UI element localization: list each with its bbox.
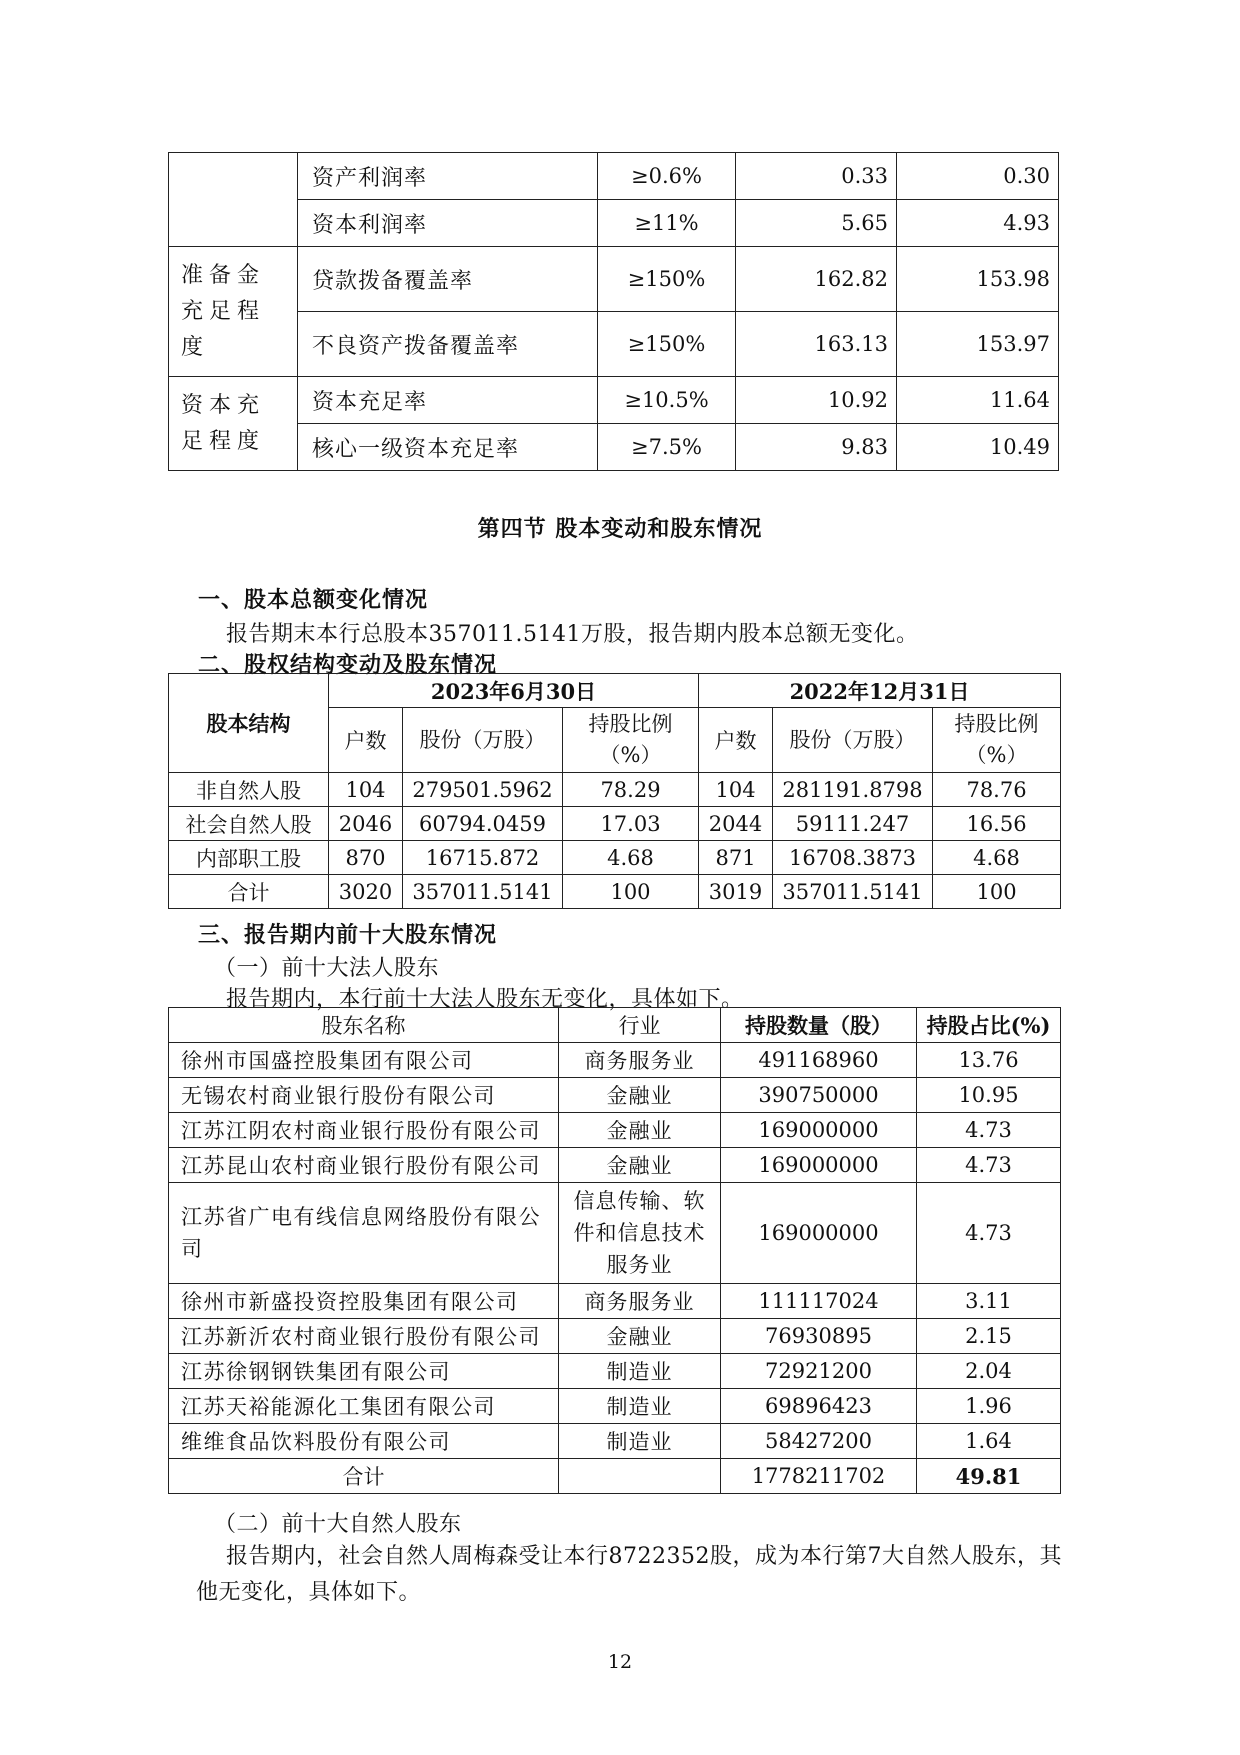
category-cell: 准备金充足程度 — [169, 247, 298, 377]
share-percent: 1.96 — [917, 1389, 1061, 1424]
cell: 871 — [699, 841, 773, 875]
shareholder-name: 江苏徐钢钢铁集团有限公司 — [169, 1354, 559, 1389]
cell: 870 — [329, 841, 403, 875]
indicator-standard: ≥10.5% — [598, 377, 736, 424]
indicator-name: 贷款拨备覆盖率 — [298, 247, 598, 312]
cell: 16708.3873 — [773, 841, 933, 875]
column-header: 持股比例（%） — [933, 708, 1061, 773]
cell: 3019 — [699, 875, 773, 909]
indicator-value-1: 10.92 — [736, 377, 897, 424]
cell: 104 — [699, 773, 773, 807]
table-header-row — [169, 1008, 1061, 1043]
table-row — [169, 1113, 1061, 1148]
row-label: 合计 — [169, 875, 329, 909]
column-header: 股份（万股） — [773, 708, 933, 773]
share-percent: 2.15 — [917, 1319, 1061, 1354]
table-row — [169, 1389, 1061, 1424]
column-header: 股东名称 — [169, 1008, 559, 1043]
industry: 金融业 — [559, 1319, 721, 1354]
indicator-name: 资产利润率 — [298, 153, 598, 200]
table-row — [169, 1424, 1061, 1459]
indicator-value-2: 153.97 — [897, 312, 1059, 377]
industry: 商务服务业 — [559, 1043, 721, 1078]
total-percent: 49.81 — [917, 1459, 1061, 1494]
shareholder-name: 江苏省广电有线信息网络股份有限公司 — [169, 1183, 559, 1284]
table-row — [169, 1148, 1061, 1183]
industry: 制造业 — [559, 1354, 721, 1389]
share-quantity: 76930895 — [721, 1319, 917, 1354]
column-header: 2023年6月30日 — [329, 674, 699, 708]
share-structure-table — [168, 673, 1061, 909]
row-label: 社会自然人股 — [169, 807, 329, 841]
paragraph: 报告期内，本行前十大法人股东无变化，具体如下。 — [226, 987, 744, 1012]
cell: 2046 — [329, 807, 403, 841]
table-row — [169, 153, 1059, 200]
cell: 357011.5141 — [403, 875, 563, 909]
row-label: 非自然人股 — [169, 773, 329, 807]
cell: 59111.247 — [773, 807, 933, 841]
table-row — [169, 1319, 1061, 1354]
industry: 制造业 — [559, 1424, 721, 1459]
table-row — [169, 1354, 1061, 1389]
shareholder-name: 江苏江阴农村商业银行股份有限公司 — [169, 1113, 559, 1148]
indicator-value-1: 163.13 — [736, 312, 897, 377]
cell: 281191.8798 — [773, 773, 933, 807]
cell: 16715.872 — [403, 841, 563, 875]
paragraph: 报告期末本行总股本357011.5141万股，报告期内股本总额无变化。 — [226, 622, 919, 647]
indicator-value-1: 9.83 — [736, 424, 897, 471]
subsection-heading: （一）前十大法人股东 — [214, 956, 440, 981]
table-row — [169, 247, 1059, 312]
industry: 金融业 — [559, 1148, 721, 1183]
share-quantity: 390750000 — [721, 1078, 917, 1113]
indicator-value-2: 10.49 — [897, 424, 1059, 471]
share-percent: 13.76 — [917, 1043, 1061, 1078]
shareholder-name: 江苏新沂农村商业银行股份有限公司 — [169, 1319, 559, 1354]
share-quantity: 111117024 — [721, 1284, 917, 1319]
cell: 60794.0459 — [403, 807, 563, 841]
column-header: 户数 — [329, 708, 403, 773]
column-header: 行业 — [559, 1008, 721, 1043]
indicator-standard: ≥7.5% — [598, 424, 736, 471]
industry: 制造业 — [559, 1389, 721, 1424]
section-heading: 三、报告期内前十大股东情况 — [198, 922, 498, 948]
share-quantity: 69896423 — [721, 1389, 917, 1424]
cell: 16.56 — [933, 807, 1061, 841]
cell: 279501.5962 — [403, 773, 563, 807]
indicator-value-1: 0.33 — [736, 153, 897, 200]
table-total-row — [169, 1459, 1061, 1494]
column-header: 持股比例（%） — [563, 708, 699, 773]
industry: 信息传输、软件和信息技术服务业 — [559, 1183, 721, 1284]
cell: 100 — [933, 875, 1061, 909]
row-label: 内部职工股 — [169, 841, 329, 875]
cell: 104 — [329, 773, 403, 807]
table-row — [169, 200, 1059, 247]
column-header: 持股数量（股） — [721, 1008, 917, 1043]
share-quantity: 169000000 — [721, 1183, 917, 1284]
indicator-value-2: 4.93 — [897, 200, 1059, 247]
share-percent: 4.73 — [917, 1113, 1061, 1148]
cell: 2044 — [699, 807, 773, 841]
indicator-value-2: 11.64 — [897, 377, 1059, 424]
table-row — [169, 1078, 1061, 1113]
table-header-row — [169, 674, 1061, 708]
share-quantity: 491168960 — [721, 1043, 917, 1078]
column-header: 户数 — [699, 708, 773, 773]
paragraph: 报告期内，社会自然人周梅森受让本行8722352股，成为本行第7大自然人股东，其他无变化，具体如下。 — [196, 1544, 1062, 1605]
share-percent: 3.11 — [917, 1284, 1061, 1319]
section-title: 第四节 股本变动和股东情况 — [477, 516, 763, 542]
page-number: 12 — [607, 1651, 633, 1673]
indicator-name: 核心一级资本充足率 — [298, 424, 598, 471]
shareholder-name: 江苏昆山农村商业银行股份有限公司 — [169, 1148, 559, 1183]
industry: 商务服务业 — [559, 1284, 721, 1319]
share-percent: 1.64 — [917, 1424, 1061, 1459]
indicator-name: 不良资产拨备覆盖率 — [298, 312, 598, 377]
total-quantity: 1778211702 — [721, 1459, 917, 1494]
table-row — [169, 1284, 1061, 1319]
indicator-name: 资本充足率 — [298, 377, 598, 424]
cell: 78.76 — [933, 773, 1061, 807]
table-row — [169, 1043, 1061, 1078]
share-quantity: 58427200 — [721, 1424, 917, 1459]
share-percent: 4.73 — [917, 1183, 1061, 1284]
table-row — [169, 1183, 1061, 1284]
section-heading: 二、股权结构变动及股东情况 — [198, 652, 498, 678]
share-quantity: 72921200 — [721, 1354, 917, 1389]
category-cell: 资本充足程度 — [169, 377, 298, 471]
indicator-value-2: 0.30 — [897, 153, 1059, 200]
table-row — [169, 377, 1059, 424]
share-quantity: 169000000 — [721, 1148, 917, 1183]
indicator-standard: ≥150% — [598, 247, 736, 312]
cell: 4.68 — [563, 841, 699, 875]
total-industry-empty — [559, 1459, 721, 1494]
total-label: 合计 — [169, 1459, 559, 1494]
cell: 17.03 — [563, 807, 699, 841]
indicator-standard: ≥150% — [598, 312, 736, 377]
shareholder-name: 维维食品饮料股份有限公司 — [169, 1424, 559, 1459]
table-row — [169, 312, 1059, 377]
column-header: 股本结构 — [169, 674, 329, 773]
industry: 金融业 — [559, 1113, 721, 1148]
shareholder-name: 徐州市新盛投资控股集团有限公司 — [169, 1284, 559, 1319]
shareholder-name: 江苏天裕能源化工集团有限公司 — [169, 1389, 559, 1424]
cell: 4.68 — [933, 841, 1061, 875]
indicator-value-1: 162.82 — [736, 247, 897, 312]
table-row — [169, 424, 1059, 471]
share-percent: 2.04 — [917, 1354, 1061, 1389]
share-quantity: 169000000 — [721, 1113, 917, 1148]
section-heading: 一、股本总额变化情况 — [198, 587, 429, 613]
indicator-table — [168, 152, 1059, 471]
indicator-standard: ≥11% — [598, 200, 736, 247]
cell: 100 — [563, 875, 699, 909]
subsection-heading: （二）前十大自然人股东 — [214, 1512, 462, 1537]
cell: 3020 — [329, 875, 403, 909]
share-percent: 10.95 — [917, 1078, 1061, 1113]
cell: 78.29 — [563, 773, 699, 807]
table-row — [169, 875, 1061, 909]
industry: 金融业 — [559, 1078, 721, 1113]
shareholders-table — [168, 1007, 1061, 1494]
cell: 357011.5141 — [773, 875, 933, 909]
category-cell-empty — [169, 153, 298, 247]
indicator-name: 资本利润率 — [298, 200, 598, 247]
shareholder-name: 徐州市国盛控股集团有限公司 — [169, 1043, 559, 1078]
table-row — [169, 841, 1061, 875]
column-header: 持股占比(%) — [917, 1008, 1061, 1043]
indicator-value-2: 153.98 — [897, 247, 1059, 312]
table-row — [169, 773, 1061, 807]
indicator-standard: ≥0.6% — [598, 153, 736, 200]
table-row — [169, 807, 1061, 841]
indicator-value-1: 5.65 — [736, 200, 897, 247]
shareholder-name: 无锡农村商业银行股份有限公司 — [169, 1078, 559, 1113]
column-header: 股份（万股） — [403, 708, 563, 773]
share-percent: 4.73 — [917, 1148, 1061, 1183]
column-header: 2022年12月31日 — [699, 674, 1061, 708]
